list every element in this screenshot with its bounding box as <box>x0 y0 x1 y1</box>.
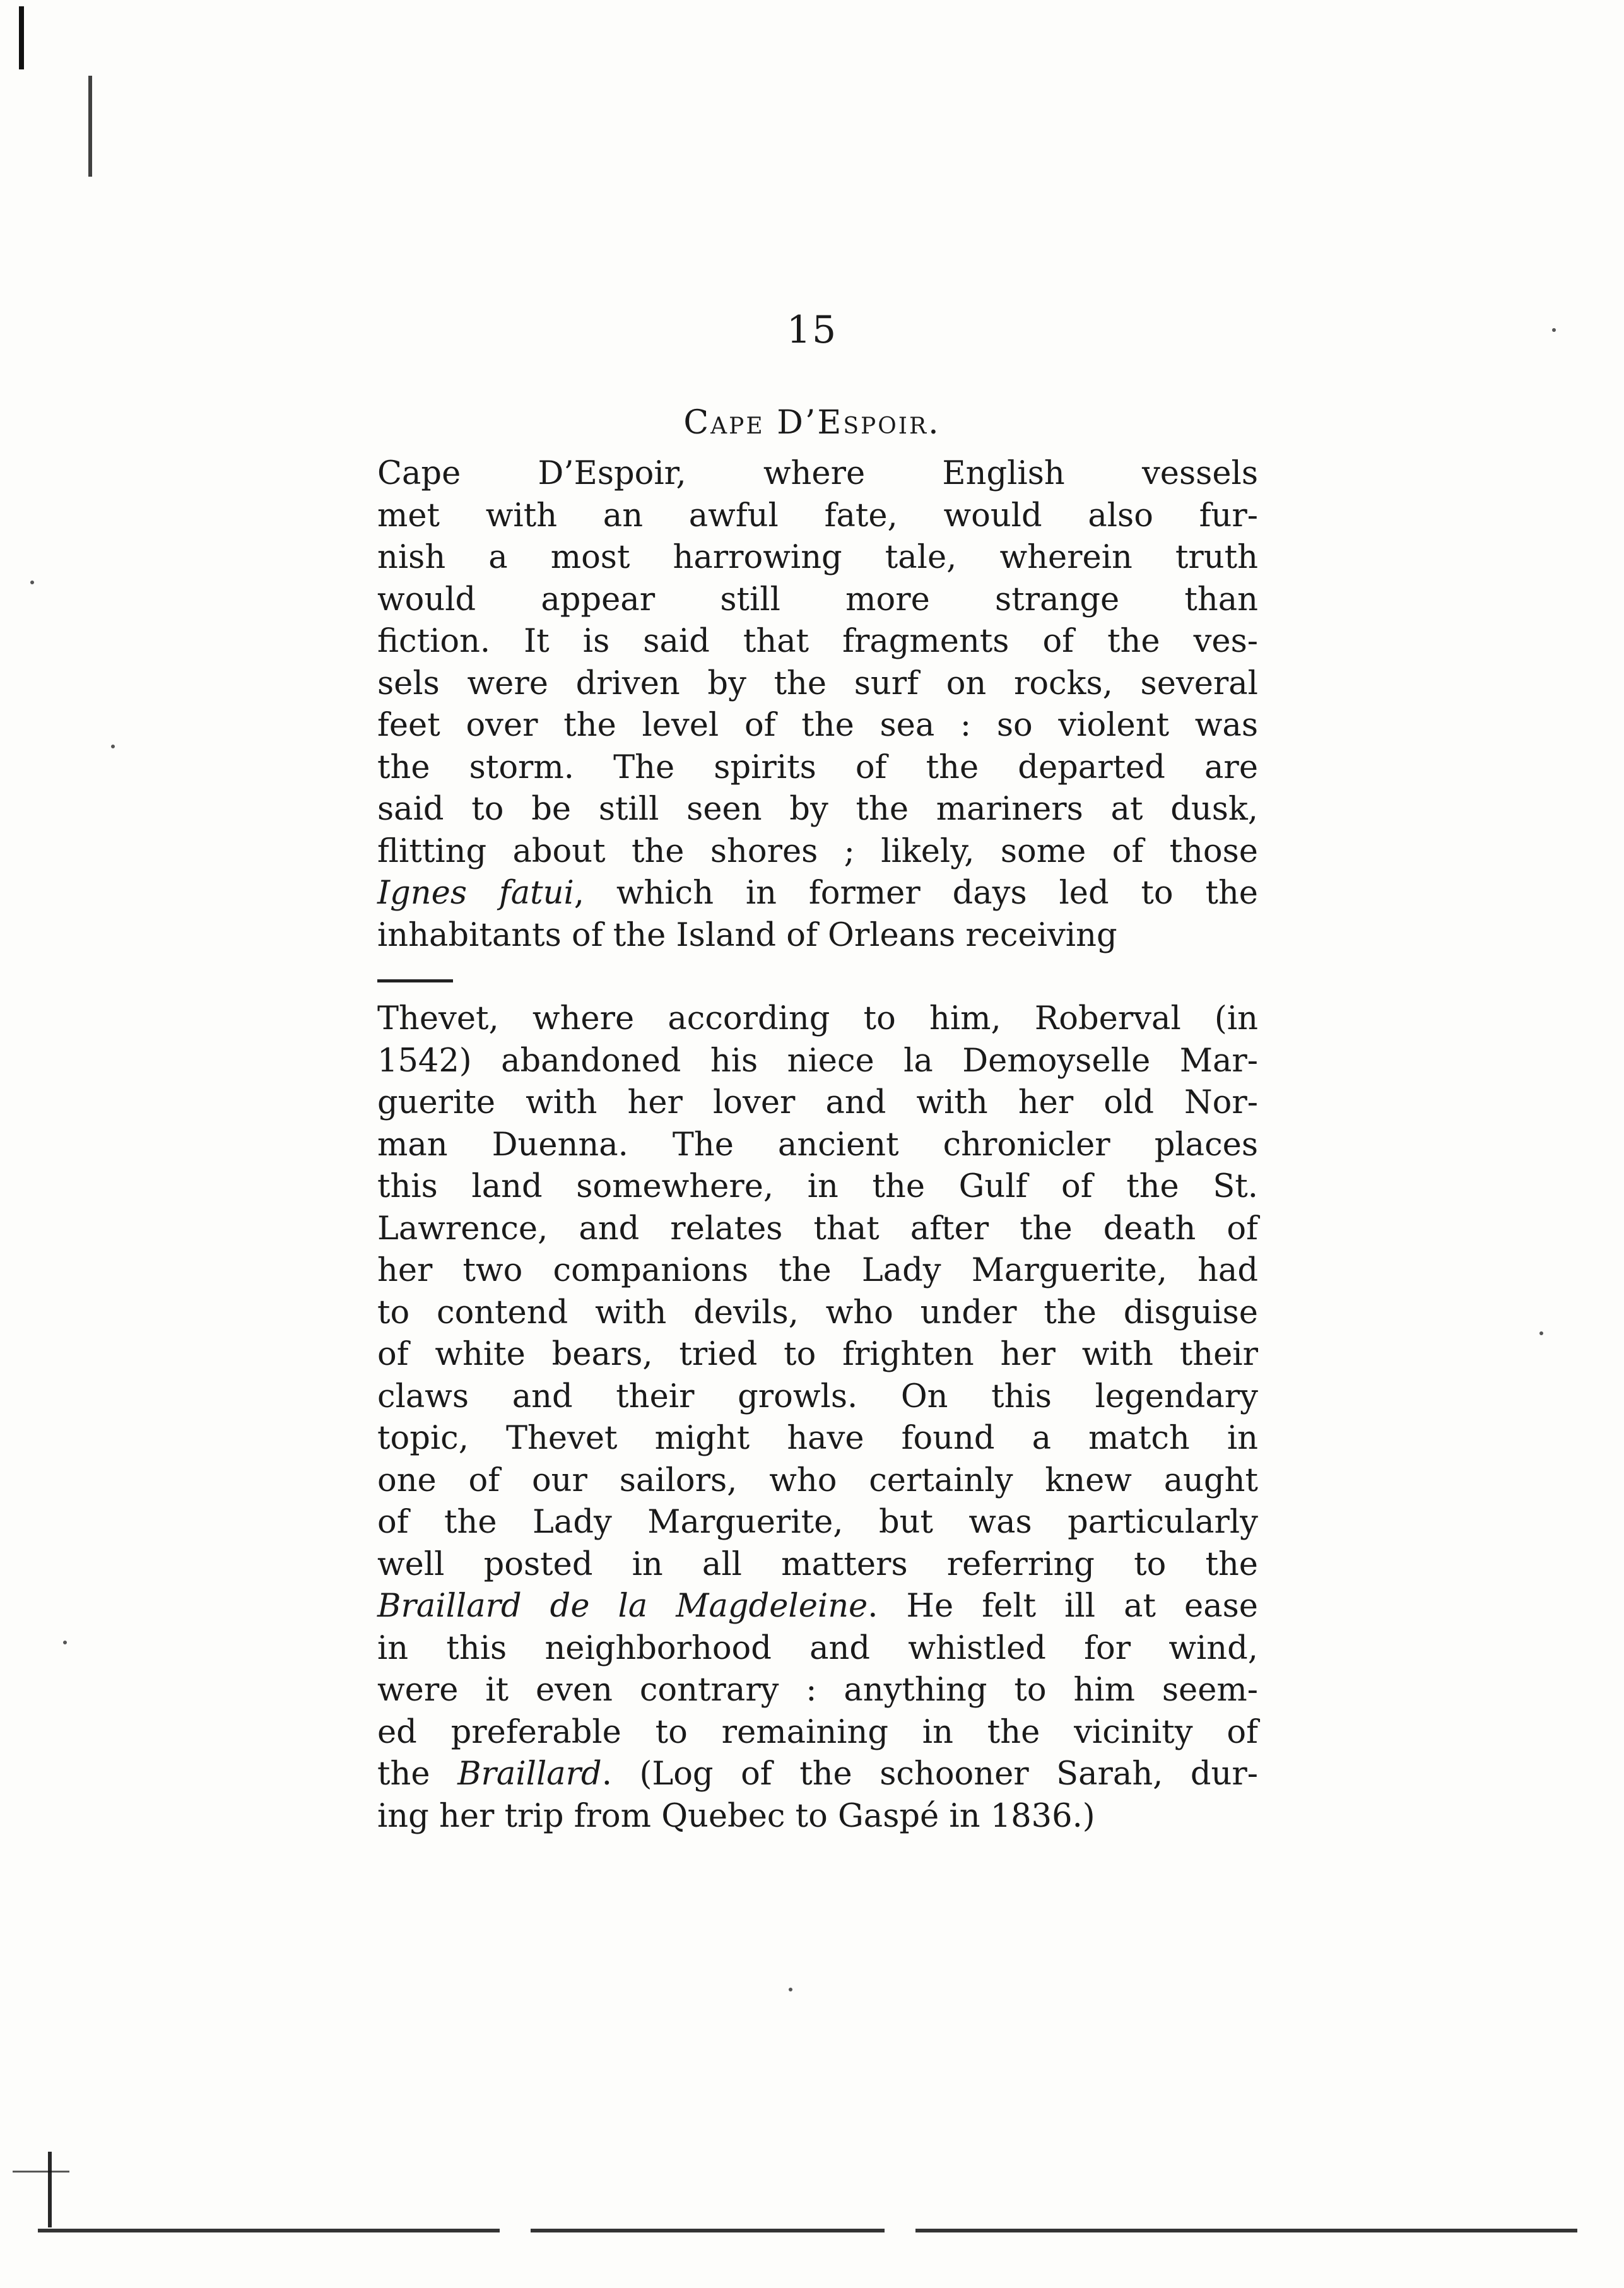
footnote-line: Thevet, where according to him, Roberval (in <box>377 1000 1258 1037</box>
footnote-line: guerite with her lover and with her old Nor- <box>377 1084 1258 1121</box>
main-text-line: said to be still seen by the mariners at dusk, <box>377 791 1258 828</box>
main-text-line: inhabitants of the Island of Orleans receiving <box>377 916 1117 954</box>
footnote-line: Lawrence, and relates that after the death of <box>377 1210 1258 1247</box>
footnote-line: ing her trip from Quebec to Gaspé in 1836.) <box>377 1797 1095 1835</box>
scan-speck <box>63 1641 67 1644</box>
footnote-line: 1542) abandoned his niece la Demoyselle Mar- <box>377 1042 1258 1080</box>
section-heading: Cape D’Espoir. <box>683 404 941 442</box>
footnote-line: man Duenna. The ancient chronicler places <box>377 1126 1258 1164</box>
footnote-line: of the Lady Marguerite, but was particularly <box>377 1504 1258 1541</box>
footnote-line: topic, Thevet might have found a match in <box>377 1420 1258 1457</box>
footnote-line: claws and their growls. On this legendary <box>377 1377 1258 1415</box>
scan-edge-mark <box>88 76 92 177</box>
page-number: 15 <box>786 308 838 352</box>
main-text-line: fiction. It is said that fragments of the ves- <box>377 623 1258 660</box>
footnote-line: well posted in all matters referring to the <box>377 1545 1258 1583</box>
scan-edge-mark <box>48 2152 52 2227</box>
footnote-line: to contend with devils, who under the disguise <box>377 1294 1258 1331</box>
main-text-line: would appear still more strange than <box>377 581 1258 618</box>
scan-speck <box>789 1988 792 1991</box>
footnote-line: in this neighborhood and whistled for wind, <box>377 1629 1258 1667</box>
main-text-line: feet over the level of the sea : so violent was <box>377 707 1258 744</box>
main-paragraph <box>377 453 1258 957</box>
scan-speck <box>111 745 115 748</box>
scan-speck <box>1539 1331 1543 1335</box>
scan-bottom-rule <box>38 2229 1577 2232</box>
footnote-line: her two companions the Lady Marguerite, had <box>377 1252 1258 1289</box>
main-text-line: nish a most harrowing tale, wherein truth <box>377 539 1258 576</box>
scan-edge-mark <box>13 2171 69 2173</box>
footnote-line: were it even contrary : anything to him seem- <box>377 1672 1258 1709</box>
main-text-line: met with an awful fate, would also fur- <box>377 497 1258 534</box>
main-text-line: sels were driven by the surf on rocks, several <box>377 664 1258 702</box>
footnote-separator <box>377 979 453 982</box>
footnote-line: ed preferable to remaining in the vicinity of <box>377 1713 1258 1751</box>
footnote-line: this land somewhere, in the Gulf of the St. <box>377 1168 1258 1205</box>
main-text-line: the storm. The spirits of the departed are <box>377 748 1258 786</box>
footnote-line: the Braillard. (Log of the schooner Sarah, dur- <box>377 1755 1259 1793</box>
footnote-line: of white bears, tried to frighten her with their <box>377 1336 1258 1373</box>
footnote-line: one of our sailors, who certainly knew aught <box>377 1461 1258 1499</box>
main-text-line: flitting about the shores ; likely, some of those <box>377 832 1258 870</box>
main-text-line: Ignes fatui, which in former days led to the <box>377 875 1258 912</box>
scan-speck <box>30 581 34 584</box>
footnote-line: Braillard de la Magdeleine. He felt ill at ease <box>377 1588 1258 1625</box>
footnote-paragraph <box>377 998 1258 1837</box>
main-text-line: Cape D’Espoir, where English vessels <box>377 455 1258 492</box>
scan-edge-mark <box>19 6 24 69</box>
